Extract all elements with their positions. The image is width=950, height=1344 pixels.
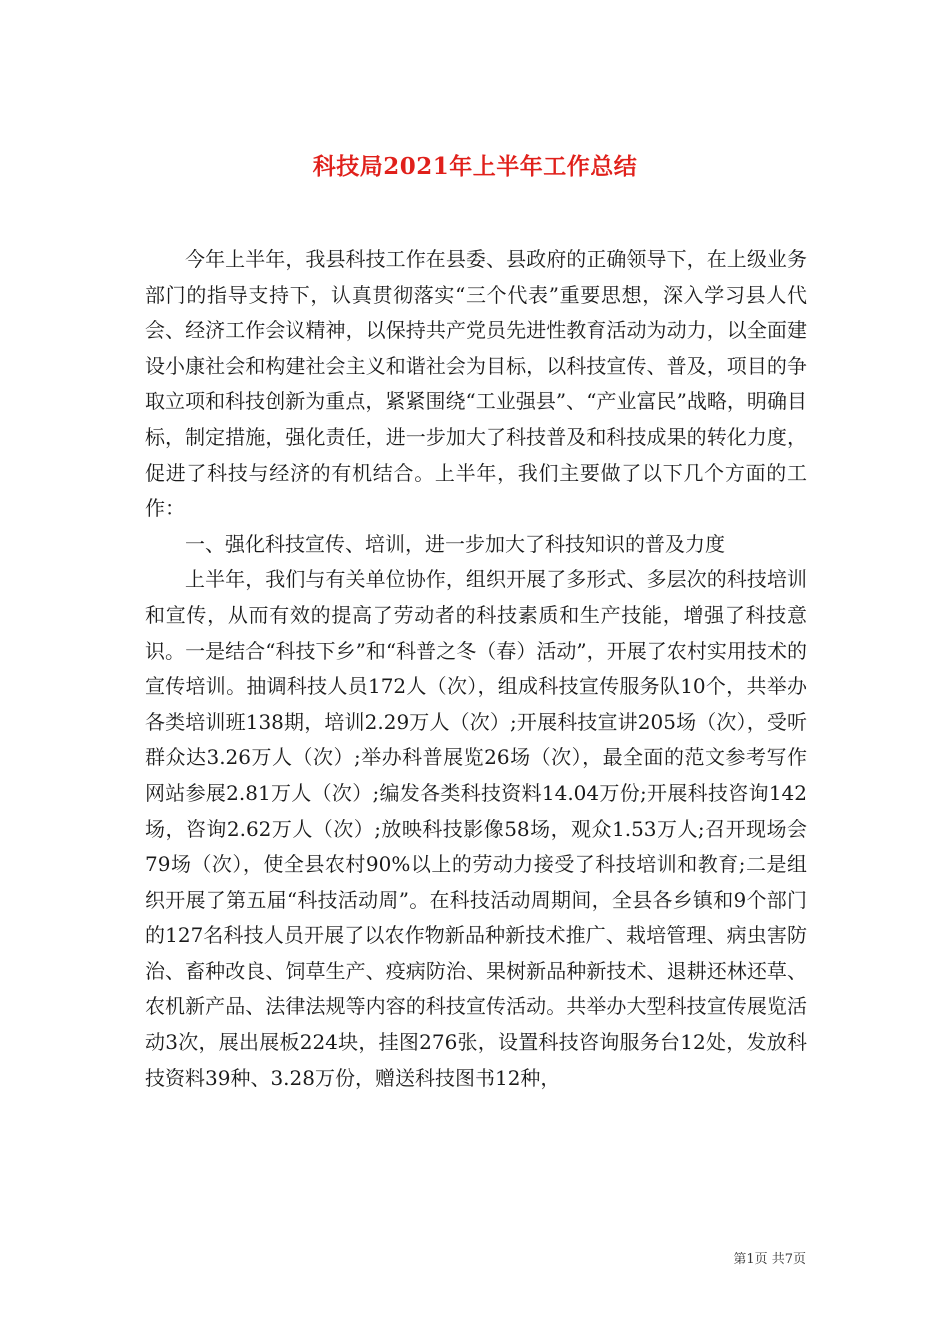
section-paragraph: 上半年，我们与有关单位协作，组织开展了多形式、多层次的科技培训和宣传，从而有效的提高了劳动者的科技素质和生产技能，增强了科技意识。一是结合“科技下乡”和“科普之冬（春）活动”，开展了农村实用技术的宣传培训。抽调科技人员172人（次），组成科技宣传服务队10个，共举办各类培训班138期，培训2.29万人（次）;开展科技宣讲205场（次），受听群众达3.26万人（次）;举办科普展览26场（次），最全面的范文参考写作网站参展2.81万人（次）;编发各类科技资料14.04万份;开展科技咨询142场，咨询2.62万人（次）;放映科技影像58场，观众1.53万人;召开现场会79场（次），使全县农村90%以上的劳动力接受了科技培训和教育;二是组织开展了第五届“科技活动周”。在科技活动周期间，全县各乡镇和9个部门的127名科技人员开展了以农作物新品种新技术推广、栽培管理、病虫害防治、畜种改良、饲草生产、疫病防治、果树新品种新技术、退耕还林还草、农机新产品、法律法规等内容的科技宣传活动。共举办大型科技宣传展览活动3次，展出展板224块，挂图276张，设置科技咨询服务台12处，发放科技资料39种、3.28万份，赠送科技图书12种， — [145, 567, 807, 1090]
intro-paragraph: 今年上半年，我县科技工作在县委、县政府的正确领导下，在上级业务部门的指导支持下，认真贯彻落实“三个代表”重要思想，深入学习县人代会、经济工作会议精神，以保持共产党员先进性教育活动为动力，以全面建设小康社会和构建社会主义和谐社会为目标，以科技宣传、普及，项目的争取立项和科技创新为重点，紧紧围绕“工业强县”、“产业富民”战略，明确目标，制定措施，强化责任，进一步加大了科技普及和科技成果的转化力度，促进了科技与经济的有机结合。上半年，我们主要做了以下几个方面的工作： — [145, 247, 807, 521]
section-heading: 一、强化科技宣传、培训，进一步加大了科技知识的普及力度 — [185, 531, 725, 556]
page-title: 科技局2021年上半年工作总结 — [312, 153, 638, 181]
page-number: 第1页 共7页 — [733, 1252, 806, 1267]
document-body — [145, 242, 807, 1096]
